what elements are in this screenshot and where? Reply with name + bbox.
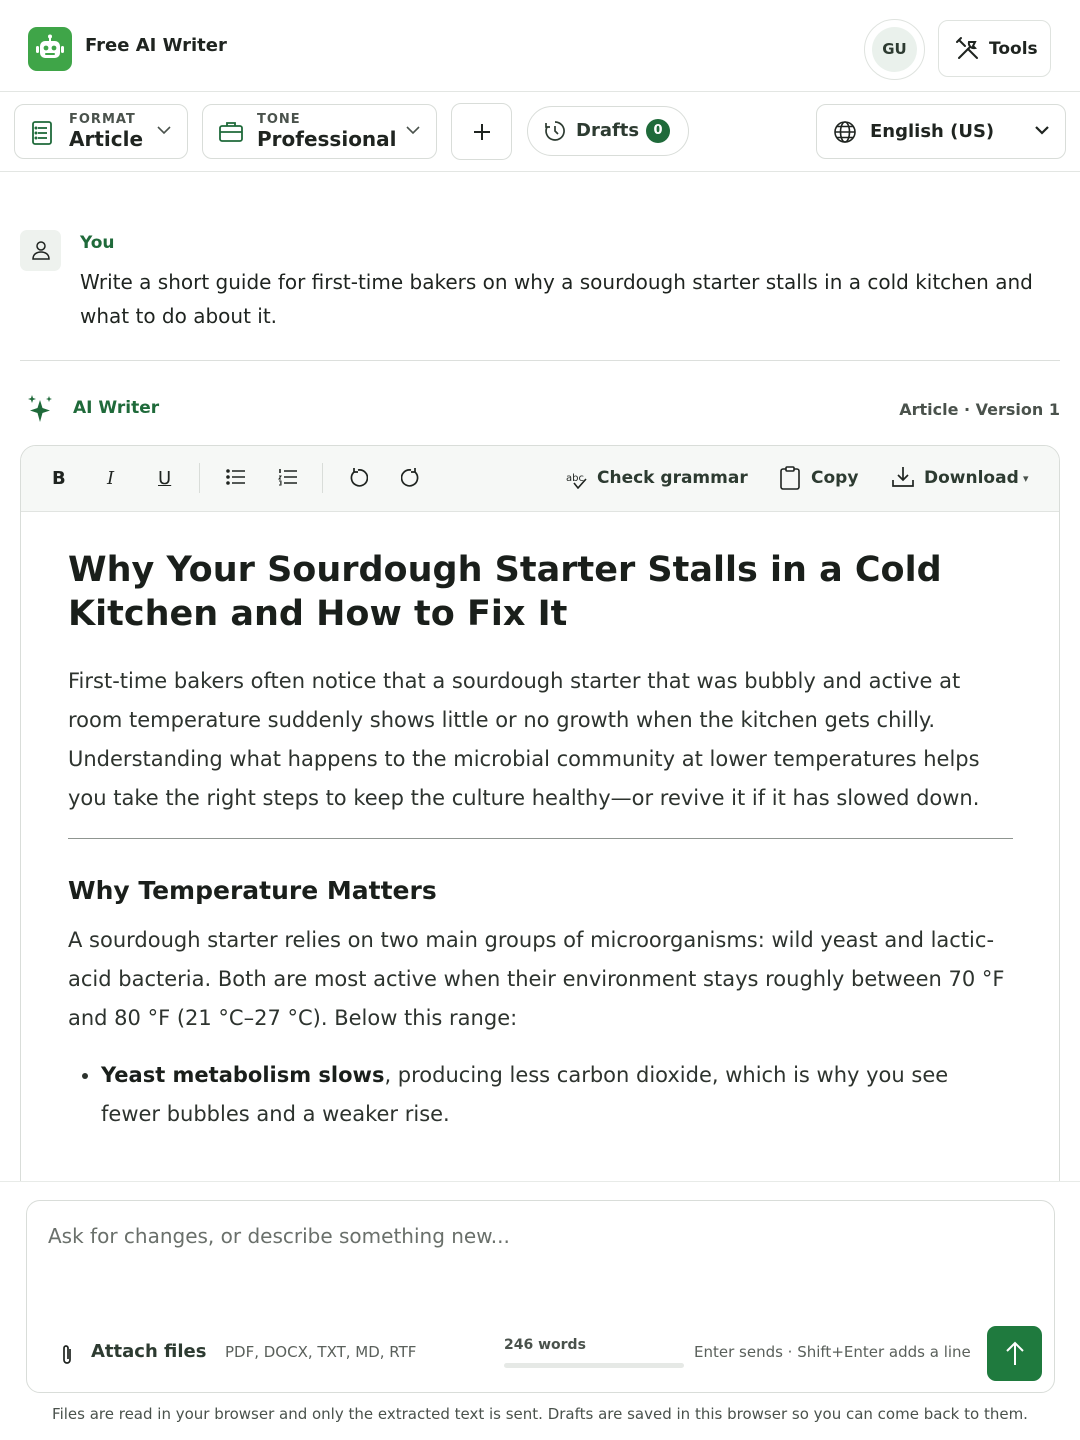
language-select[interactable] bbox=[816, 104, 1066, 159]
tools-icon bbox=[955, 36, 981, 62]
document-body[interactable] bbox=[68, 548, 1013, 1134]
attach-file-types: PDF, DOCX, TXT, MD, RTF bbox=[225, 1343, 417, 1361]
plus-icon bbox=[472, 122, 492, 142]
download-icon bbox=[892, 466, 914, 488]
app-title: Free AI Writer bbox=[85, 35, 227, 56]
paperclip-icon[interactable] bbox=[60, 1343, 74, 1367]
drafts-button[interactable] bbox=[527, 106, 689, 156]
bullet-list-icon[interactable] bbox=[226, 468, 246, 486]
user-message-author: You bbox=[80, 233, 115, 253]
app-header bbox=[0, 0, 1080, 92]
prompt-input[interactable]: Ask for changes, or describe something new... bbox=[48, 1224, 510, 1248]
avatar-initials: GU bbox=[872, 27, 917, 72]
format-list-icon bbox=[30, 120, 54, 146]
spellcheck-icon bbox=[566, 471, 588, 489]
add-option-button[interactable] bbox=[451, 103, 512, 160]
globe-icon bbox=[833, 120, 857, 144]
bold-button[interactable]: B bbox=[52, 468, 66, 489]
tone-value: Professional bbox=[257, 127, 397, 151]
check-grammar-button[interactable]: Check grammar bbox=[597, 468, 748, 488]
copy-button[interactable]: Copy bbox=[811, 468, 859, 488]
toolbar-divider bbox=[199, 463, 200, 493]
document-version-label: Article · Version 1 bbox=[899, 400, 1060, 419]
undo-icon[interactable] bbox=[348, 468, 368, 488]
message-divider bbox=[20, 360, 1060, 361]
tone-select[interactable] bbox=[202, 104, 437, 159]
word-count-bar bbox=[504, 1363, 684, 1368]
download-button[interactable]: Download bbox=[924, 468, 1019, 488]
document-title: Why Your Sourdough Starter Stalls in a Cold Kitchen and How to Fix It bbox=[68, 550, 942, 634]
clipboard-icon bbox=[780, 466, 800, 490]
tools-button[interactable] bbox=[938, 20, 1051, 77]
chevron-down-icon bbox=[406, 125, 420, 135]
language-value: English (US) bbox=[870, 121, 995, 142]
arrow-up-icon bbox=[1004, 1340, 1026, 1366]
user-icon bbox=[31, 240, 51, 260]
list-item-bold: Yeast metabolism slows bbox=[101, 1063, 385, 1087]
drafts-count-badge: 0 bbox=[646, 119, 670, 143]
briefcase-icon bbox=[218, 120, 244, 144]
document-editor bbox=[20, 445, 1060, 1205]
attach-files-button[interactable]: Attach files bbox=[91, 1341, 207, 1362]
document-intro-paragraph: First-time bakers often notice that a sourdough starter that was bubbly and active at room temperature suddenly shows little or no growth when the kitchen gets chilly. Understanding what happens to the microbial community at lower temperatures helps you take the right steps to keep the culture healthy—or revive it if it has slowed down. bbox=[68, 669, 980, 810]
italic-button[interactable]: I bbox=[107, 468, 115, 489]
list-item bbox=[101, 1056, 1013, 1134]
send-button[interactable] bbox=[987, 1326, 1042, 1381]
prompt-composer bbox=[26, 1200, 1055, 1393]
keyboard-hint: Enter sends · Shift+Enter adds a line bbox=[694, 1343, 971, 1361]
section-paragraph: A sourdough starter relies on two main groups of microorganisms: wild yeast and lactic-acid bacteria. Both are most active when their environment stays roughly between 70 °F and 80 °F (21 °C–27 °C). Below this range: bbox=[68, 928, 1005, 1030]
word-count: 246 words bbox=[504, 1337, 586, 1353]
ai-message-author: AI Writer bbox=[73, 398, 160, 418]
list-item-text: , producing less carbon dioxide, which is why you see fewer bubbles and a weaker rise. bbox=[101, 1063, 949, 1126]
document-divider bbox=[68, 838, 1013, 839]
document-bullet-list bbox=[68, 1056, 1013, 1134]
options-bar bbox=[0, 92, 1080, 172]
format-value: Article bbox=[69, 127, 144, 151]
numbered-list-icon[interactable] bbox=[278, 468, 298, 486]
download-caret-icon[interactable]: ▾ bbox=[1023, 472, 1029, 485]
format-select[interactable] bbox=[14, 104, 188, 159]
chevron-down-icon bbox=[157, 125, 171, 135]
underline-button[interactable]: U bbox=[158, 468, 172, 489]
chevron-down-icon bbox=[1035, 125, 1049, 135]
tone-label: TONE bbox=[257, 112, 301, 127]
svg-text:abc: abc bbox=[566, 473, 584, 484]
user-avatar-button[interactable] bbox=[864, 19, 925, 80]
robot-logo-icon bbox=[28, 27, 72, 71]
user-message-text: Write a short guide for first-time bakers on why a sourdough starter stalls in a cold kitchen and what to do about it. bbox=[80, 270, 1033, 328]
history-clock-icon bbox=[544, 120, 566, 142]
drafts-label: Drafts bbox=[576, 120, 640, 141]
tools-label: Tools bbox=[989, 39, 1038, 59]
editor-toolbar bbox=[21, 446, 1059, 512]
format-label: FORMAT bbox=[69, 112, 136, 127]
redo-icon[interactable] bbox=[401, 468, 421, 488]
user-message-avatar bbox=[20, 230, 61, 271]
privacy-note: Files are read in your browser and only the extracted text is sent. Drafts are saved in this browser so you can come back to them. bbox=[52, 1405, 1028, 1423]
sparkle-icon bbox=[26, 394, 54, 424]
section-heading: Why Temperature Matters bbox=[68, 876, 437, 905]
toolbar-divider bbox=[322, 463, 323, 493]
